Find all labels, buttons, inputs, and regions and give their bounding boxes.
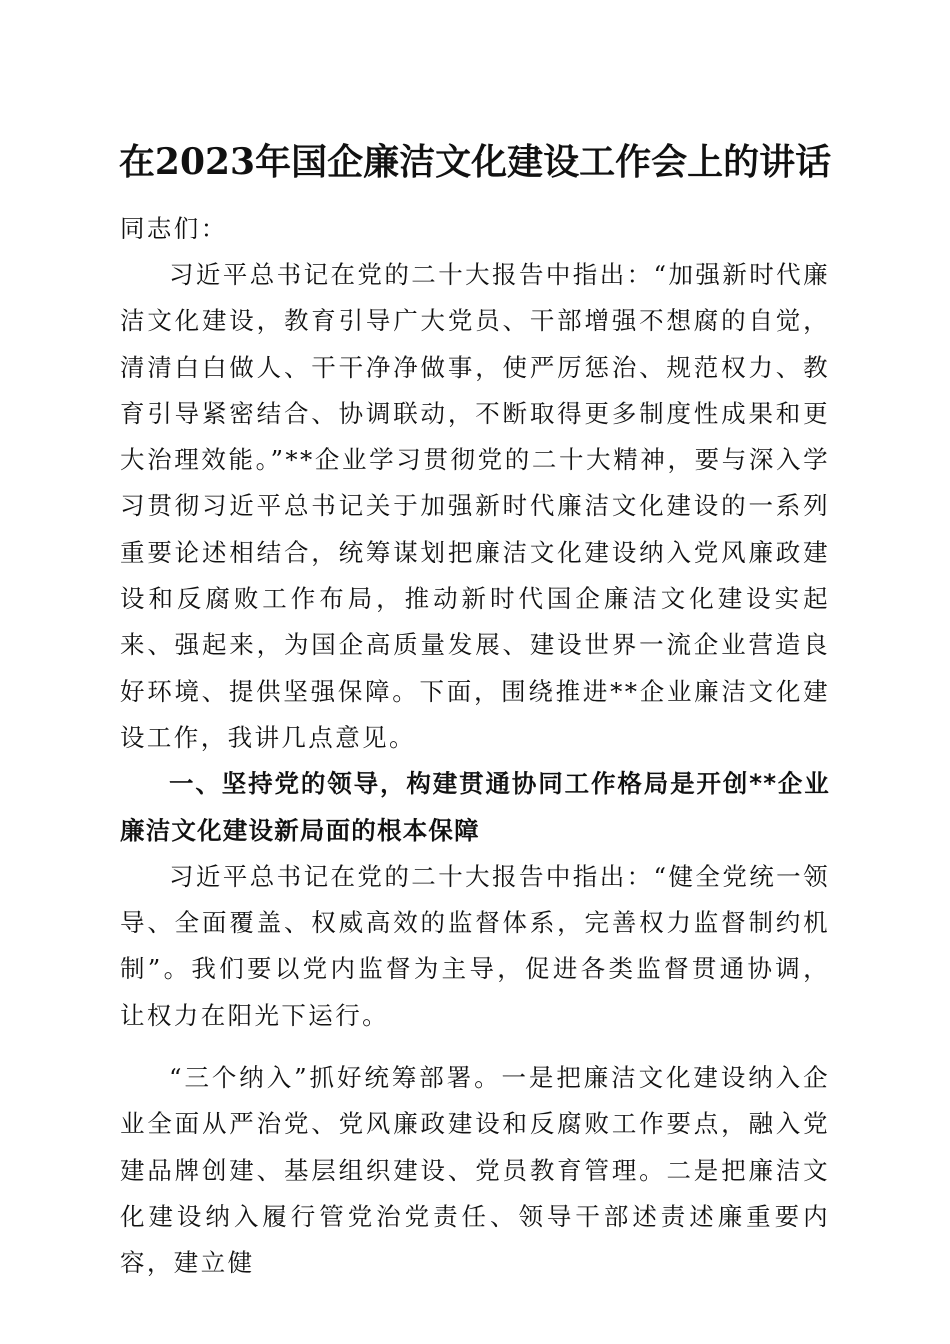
paragraph-section-1: 习近平总书记在党的二十大报告中指出：“健全党统一领导、全面覆盖、权威高效的监督体系，完善权力监督制约机制”。我们要以党内监督为主导，促进各类监督贯通协调，让权力在阳光下运行。 xyxy=(120,861,830,1030)
section-heading-1: 一、坚持党的领导，构建贯通协同工作格局是开创**企业廉洁文化建设新局面的根本保障 xyxy=(120,769,830,845)
paragraph-intro: 习近平总书记在党的二十大报告中指出：“加强新时代廉洁文化建设，教育引导广大党员、干部增强不想腐的自觉，清清白白做人、干干净净做事，使严厉惩治、规范权力、教育引导紧密结合、协调联动，不断取得更多制度性成果和更大治理效能。”**企业学习贯彻党的二十大精神，要与深入学习贯彻习近平总书记关于加强新时代廉洁文化建设的一系列重要论述相结合，统筹谋划把廉洁文化建设纳入党风廉政建设和反腐败工作布局，推动新时代国企廉洁文化建设实起来、强起来，为国企高质量发展、建设世界一流企业营造良好环境、提供坚强保障。下面，围绕推进**企业廉洁文化建设工作，我讲几点意见。 xyxy=(120,260,830,752)
salutation: 同志们： xyxy=(120,214,228,243)
document-title: 在2023年国企廉洁文化建设工作会上的讲话 xyxy=(118,141,832,183)
paragraph-three-inclusions: “三个纳入”抓好统筹部署。一是把廉洁文化建设纳入企业全面从严治党、党风廉政建设和反腐败工作要点，融入党建品牌创建、基层组织建设、党员教育管理。二是把廉洁文化建设纳入履行管党治党责任、领导干部述责述廉重要内容，建立健 xyxy=(120,1063,830,1278)
document-body xyxy=(120,252,830,1287)
